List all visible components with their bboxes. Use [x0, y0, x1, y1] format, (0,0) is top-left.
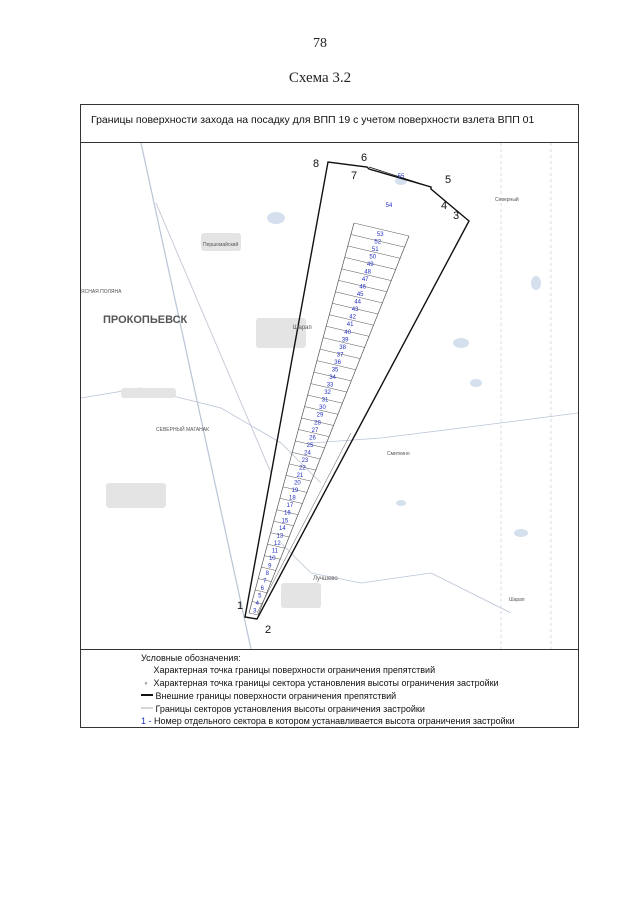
water-body [531, 276, 541, 290]
sector-number: 18 [289, 495, 296, 502]
place-name: СЕВЕРНЫЙ МАГАНАК [156, 427, 210, 433]
place-name: Северный [495, 197, 519, 203]
legend-item-sector-boundary [141, 704, 425, 716]
place-name: Шарап [509, 597, 525, 603]
sector-number: 8 [265, 571, 269, 578]
sector-number: 3 [253, 608, 257, 615]
approach-surface [245, 162, 469, 619]
thick-line-icon [141, 691, 153, 699]
corner-point-label: 4 [441, 200, 448, 212]
sector-number: 11 [271, 548, 278, 555]
sector-number: 7 [263, 578, 267, 585]
sector-number: 40 [344, 329, 351, 336]
corner-point-label: 8 [313, 158, 320, 170]
place-name: Шарап [293, 325, 312, 331]
sector-number: 47 [361, 277, 369, 284]
sector-number: 23 [301, 457, 309, 464]
legend-item-outer-boundary [141, 691, 396, 703]
road [81, 388, 321, 483]
corner-point-label: 5 [445, 174, 452, 186]
corner-point-label: 3 [453, 210, 460, 222]
sector-number: 52 [374, 239, 382, 246]
corner-point-label: 1 [237, 600, 244, 612]
legend-item-text: Характерная точка границы сектора установления высоты ограничения застройки [153, 678, 499, 688]
sector-number: 19 [291, 488, 299, 495]
water-body [453, 338, 469, 348]
sector-number: 50 [369, 254, 377, 261]
sector-number: 46 [359, 284, 367, 291]
sector-number: 41 [346, 322, 354, 329]
corner-point-label: 6 [361, 152, 368, 164]
sector-number: 53 [376, 231, 384, 238]
sector-number: 24 [304, 450, 311, 457]
legend-item-text: Границы секторов установления высоты ограничения застройки [155, 704, 425, 714]
scheme-title: Схема 3.2 [288, 70, 352, 86]
sector-number: 6 [260, 586, 264, 593]
sector-number: 20 [294, 480, 301, 487]
sector-number: 29 [316, 412, 324, 419]
sector-number: 31 [321, 397, 329, 404]
sector-number: 22 [299, 465, 306, 472]
sector-number: 37 [336, 352, 344, 359]
sector-number: 38 [339, 344, 346, 351]
sector-number: 33 [326, 382, 334, 389]
corner-point-label: 2 [265, 624, 272, 636]
sector-number: 4 [255, 601, 259, 608]
map-frame [80, 104, 579, 728]
sector-number: 48 [364, 269, 372, 276]
sector-number: 51 [371, 246, 379, 253]
sector-number: 42 [349, 314, 356, 321]
sector-number: 9 [268, 563, 272, 570]
map-caption: Границы поверхности захода на посадку для ВПП 19 с учетом поверхности взлета ВПП 01 [91, 114, 535, 126]
sector-number: 32 [324, 390, 331, 397]
water-body [514, 529, 528, 537]
map-canvas [81, 143, 578, 649]
place-name: Лучшево [313, 576, 338, 582]
map-area [81, 143, 578, 649]
page-number: 78 [313, 36, 327, 51]
thin-line-icon [141, 704, 153, 712]
settlement-area [281, 583, 321, 608]
sector-number: 44 [354, 299, 362, 306]
legend-title: Условные обозначения: [141, 653, 241, 663]
sector-number: 21 [296, 473, 304, 480]
sector-number: 25 [306, 442, 314, 449]
sector-number: 15 [281, 518, 289, 525]
sector-point-icon: ◦ [144, 678, 148, 688]
legend [81, 649, 578, 727]
sector-number: 45 [356, 292, 364, 299]
legend-item-limit-point [141, 665, 435, 677]
water-body [267, 212, 285, 224]
settlement-area [121, 388, 176, 398]
legend-item-sector-point [141, 678, 499, 690]
legend-item-text: Характерная точка границы поверхности ограничения препятствий [153, 665, 436, 675]
sector-number: 12 [273, 540, 281, 547]
place-name: ПРОКОПЬЕВСК [103, 314, 188, 326]
corner-point-label: 7 [351, 170, 358, 182]
sector-number: 39 [341, 337, 349, 344]
sector-number: 54 [385, 203, 393, 209]
settlement-area [106, 483, 166, 508]
sector-number: 10 [268, 555, 276, 562]
road [311, 413, 578, 443]
caption-row [81, 105, 578, 143]
sector-number: 26 [309, 435, 316, 442]
sector-number: 36 [334, 359, 341, 366]
legend-item-sector-number [141, 716, 515, 728]
sector-number: 5 [258, 593, 262, 600]
sector-number: 16 [284, 510, 291, 517]
water-body [470, 379, 482, 387]
sector-number: 14 [279, 525, 286, 532]
sector-number: 13 [276, 533, 284, 540]
sector-number: 28 [314, 420, 321, 427]
sector-number: 55 [397, 174, 405, 180]
place-name: Смиткино [387, 451, 410, 457]
sector-number: 35 [331, 367, 339, 374]
sector-number: 49 [366, 261, 374, 268]
sector-number: 34 [329, 375, 336, 382]
legend-item-text: Внешние границы поверхности ограничения препятствий [155, 691, 397, 701]
sector-number-symbol: 1 - [141, 716, 152, 726]
sector-number: 43 [351, 307, 359, 314]
sector-number: 17 [286, 503, 294, 510]
water-body [396, 500, 406, 506]
sector-number: 27 [311, 427, 319, 434]
place-name: ЯСНАЯ ПОЛЯНА [81, 289, 122, 295]
sector-number: 30 [319, 405, 326, 412]
place-name: Першомайский [203, 242, 239, 248]
legend-item-text: Номер отдельного сектора в котором устанавливается высота ограничения застройки [154, 716, 515, 726]
approach-surface-boundary [245, 162, 469, 619]
